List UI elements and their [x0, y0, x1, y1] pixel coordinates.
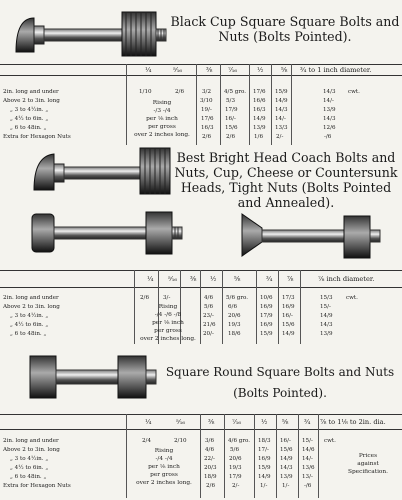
- s3-col-header: ⅝: [282, 418, 289, 426]
- s2-col-header: ⅝: [234, 275, 241, 283]
- table-row: „ 4½ to 6in. „ 21/6 19/3 16/9 15/6 14/3: [10, 322, 333, 328]
- table-row: Extra for Hexagon Nuts 2/6 2/6 1/6 2/- -/6: [3, 134, 332, 140]
- table-row: „ 3 to 4½in. „ 19/- 17/9 16/3 14/3 13/9: [10, 107, 336, 113]
- coach-bolt-illustration: [28, 146, 178, 198]
- table-row: „ 4½ to 6in. „ 20/3 19/3 15/9 14/3 13/6: [10, 465, 315, 471]
- table-row: Above 2 to 3in. long 3/10 5/3 16/6 14/9 14/-: [3, 98, 334, 104]
- s2-rising-note: Rising -/4 -/6 -/8 per ⅛ inch per gross over 2 inches long.: [140, 304, 196, 342]
- section3-title: Square Round Square Bolts and Nuts (Bolts Pointed).: [165, 365, 395, 400]
- s1-rising-note: Rising -/3 -/4 per ⅛ inch per gross over 2 inches long.: [134, 100, 190, 138]
- s3-col-header: ⁷⁄₁₆: [232, 418, 242, 426]
- s1-col-header: ⅜: [206, 66, 213, 74]
- section2-header-row: [0, 270, 402, 288]
- section2-title: Best Bright Head Coach Bolts and Nuts, Cup, Cheese or Countersunk Heads, Tight Nuts (Bolts Pointed and Annealed).: [174, 150, 398, 210]
- s1-col-header: ⁷⁄₁₆: [228, 66, 238, 74]
- s3-specification-note: Prices against Specification.: [347, 453, 389, 475]
- s3-col-header: ⁵⁄₁₆: [176, 418, 186, 426]
- table-row: Extra for Hexagon Nuts 2/6 2/- 1/- 1/- -/6: [3, 483, 312, 489]
- table-row: „ 3 to 4½in. „ 22/- 20/6 16/9 14/9 14/-: [10, 456, 313, 462]
- table-row: Above 2 to 3in. long 5/6 6/6 16/9 16/9 15/-: [3, 304, 331, 310]
- s2-col-header: ⁵⁄₁₆: [168, 275, 178, 283]
- s3-col-header: ⅜: [208, 418, 215, 426]
- table-row: 2in. long and under 2/6 3/- 4/6 5/6 gro. 10/6 17/3 15/3 cwt.: [3, 295, 358, 301]
- s3-col-header: ¾: [304, 418, 311, 426]
- table-row: 2in. long and under 1/10 2/6 3/2 4/5 gro. 17/6 15/9 14/3 cwt.: [3, 89, 360, 95]
- table-row: „ 6 to 48in. „ 20/- 18/6 15/9 14/9 13/9: [10, 331, 333, 337]
- s1-col-header: ⁵⁄₁₆: [173, 66, 183, 74]
- s2-col-header: ⁷⁄₈ inch diameter.: [318, 275, 375, 283]
- s1-col-header: ⅝: [281, 66, 288, 74]
- section1-title: Black Cup Square Square Bolts and Nuts (Bolts Pointed).: [170, 14, 400, 44]
- table-row: „ 6 to 48in. „ 18/9 17/9 14/9 13/9 13/-: [10, 474, 313, 480]
- s2-col-header: ⅜: [190, 275, 197, 283]
- s3-col-header: ¼: [145, 418, 152, 426]
- table-row: „ 6 to 48in. „ 16/3 15/6 13/9 13/3 12/6: [10, 125, 336, 131]
- square-round-bolt-illustration: [24, 352, 158, 402]
- s2-col-header: ½: [210, 275, 217, 283]
- countersunk-bolt-illustration: [236, 208, 384, 266]
- s2-col-header: ¼: [147, 275, 154, 283]
- s3-col-header: ½: [261, 418, 268, 426]
- section1-header-row: [0, 64, 402, 76]
- section3-header-row: [0, 414, 402, 430]
- table-row: Above 2 to 3in. long 4/6 5/6 17/- 15/6 14/6: [3, 447, 315, 453]
- cheese-head-bolt-illustration: [28, 208, 184, 258]
- s2-col-header: ¾: [266, 275, 273, 283]
- s3-col-header: ⅞ to 1⅛ to 2in. dia.: [320, 418, 386, 426]
- table-row: 2in. long and under 2/4 2/10 3/6 4/6 gro. 18/3 16/- 15/- cwt.: [3, 438, 336, 444]
- s1-col-header: ¾ to 1 inch diameter.: [300, 66, 372, 74]
- s3-rising-note: Rising -/4 -/4 per ⅛ inch per gross over 2 inches long.: [136, 448, 192, 486]
- s1-col-header: ½: [257, 66, 264, 74]
- s1-col-header: ¼: [145, 66, 152, 74]
- table-row: „ 3 to 4½in. „ 23/- 20/6 17/9 16/- 14/9: [10, 313, 333, 319]
- s2-col-header: ⅞: [287, 275, 294, 283]
- table-row: „ 4½ to 6in. „ 17/6 16/- 14/9 14/- 14/3: [10, 116, 336, 122]
- black-cup-bolt-illustration: [8, 6, 168, 62]
